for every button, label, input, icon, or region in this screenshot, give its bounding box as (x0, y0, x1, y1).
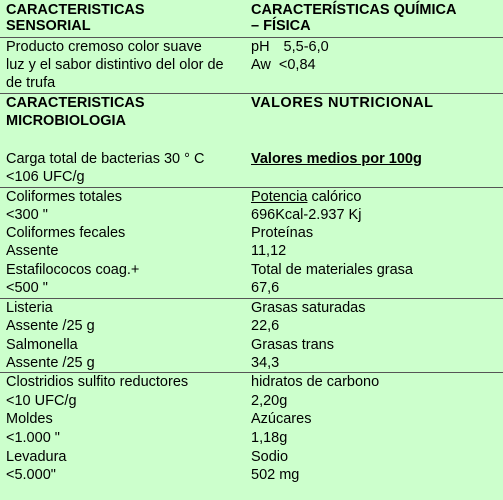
sensorial-line-1: Producto cremoso color suave (6, 39, 202, 55)
row-left: Levadura (6, 449, 67, 465)
row-right: 67,6 (251, 280, 280, 296)
row-right-underlined: Potencia (251, 189, 308, 205)
row-left: <5.000" (6, 467, 56, 483)
ph-label: pH (251, 39, 270, 55)
aw-row (251, 56, 316, 74)
row-left: Coliformes fecales (6, 225, 126, 241)
quimica-heading-2: – FÍSICA (251, 18, 311, 34)
row-left: Assente /25 g (6, 318, 95, 334)
ph-row (251, 38, 329, 56)
row-left: Listeria (6, 300, 53, 316)
ph-value: 5,5-6,0 (283, 39, 329, 55)
aw-label: Aw (251, 57, 271, 73)
row-right: Grasas saturadas (251, 300, 366, 316)
row-left: <300 " (6, 207, 48, 223)
row-right: 696Kcal-2.937 Kj (251, 207, 362, 223)
micro-heading-1: CARACTERISTICAS (6, 95, 145, 111)
row-right (251, 188, 361, 206)
row-right: Total de materiales grasa (251, 262, 413, 278)
sensorial-line-2: luz y el sabor distintivo del olor de (6, 57, 224, 73)
row-left: Salmonella (6, 337, 78, 353)
nutricional-heading: VALORES NUTRICIONAL (251, 95, 434, 111)
row-right-rest: calórico (307, 189, 362, 205)
row-left: Assente /25 g (6, 355, 95, 371)
row-right: 2,20g (251, 393, 288, 409)
row-right: 22,6 (251, 318, 280, 334)
micro-heading-2: MICROBIOLOGIA (6, 113, 127, 129)
row-right: Grasas trans (251, 337, 334, 353)
row-right: Sodio (251, 449, 289, 465)
row-left: Estafilococos coag.+ (6, 262, 140, 278)
row-left: Coliformes totales (6, 189, 123, 205)
row-left: Moldes (6, 411, 53, 427)
row-right: 11,12 (251, 243, 287, 259)
row-right: 502 mg (251, 467, 300, 483)
sensorial-heading-2: SENSORIAL (6, 18, 91, 34)
row-right: hidratos de carbono (251, 374, 380, 390)
row-right: Proteínas (251, 225, 314, 241)
carga-label: Carga total de bacterias 30 ° C (6, 151, 205, 167)
divider (0, 93, 503, 94)
row-right: 34,3 (251, 355, 280, 371)
row-left: <1.000 " (6, 430, 60, 446)
row-right: Azúcares (251, 411, 312, 427)
sensorial-line-3: de trufa (6, 75, 56, 91)
aw-value: <0,84 (278, 57, 316, 73)
row-left: Assente (6, 243, 59, 259)
row-left: Clostridios sulfito reductores (6, 374, 189, 390)
nutricional-subheading: Valores medios por 100g (251, 151, 422, 167)
quimica-heading-1: CARACTERÍSTICAS QUÍMICA (251, 2, 457, 18)
row-right: 1,18g (251, 430, 288, 446)
sensorial-heading-1: CARACTERISTICAS (6, 2, 145, 18)
row-left: <10 UFC/g (6, 393, 77, 409)
carga-value: <106 UFC/g (6, 169, 85, 185)
row-left: <500 " (6, 280, 48, 296)
